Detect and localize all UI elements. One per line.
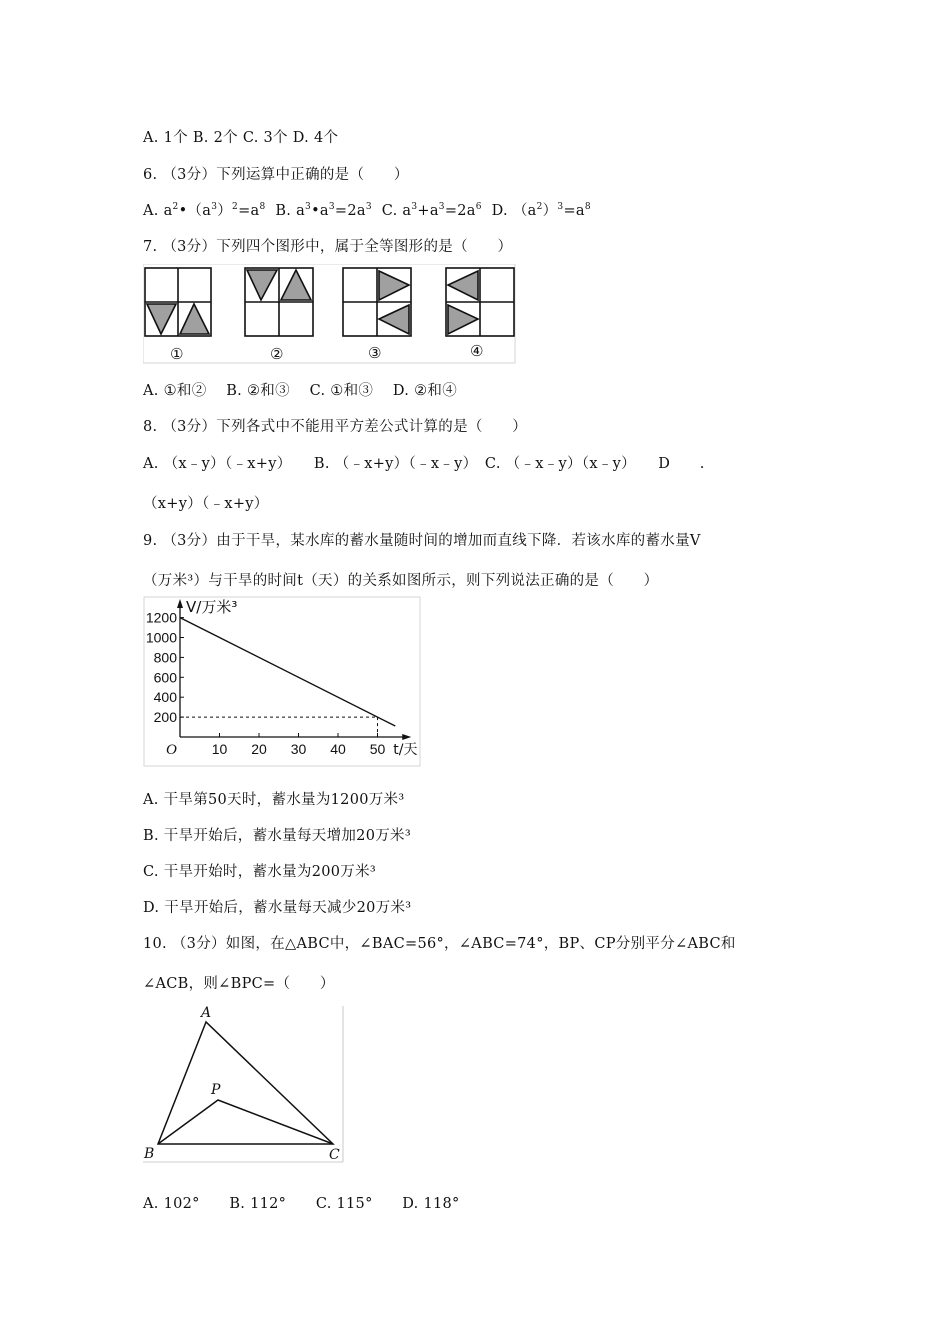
q9-line-chart xyxy=(143,596,423,768)
x-axis-arrow xyxy=(402,734,411,740)
y-tick-label-400: 400 xyxy=(153,689,177,706)
y-axis-arrow xyxy=(177,599,183,608)
q5-options: A. 1个 B. 2个 C. 3个 D. 4个 xyxy=(143,130,339,146)
figure-label-4: ④ xyxy=(470,342,484,360)
q7-stem: 7. （3分）下列四个图形中，属于全等图形的是（ ） xyxy=(143,239,513,255)
series-line xyxy=(180,618,395,726)
figure-label-1: ① xyxy=(170,345,184,363)
q9-option-a: A. 干旱第50天时，蓄水量为1200万米³ xyxy=(143,792,405,808)
y-tick-label-200: 200 xyxy=(153,709,177,726)
figure-1 xyxy=(145,268,211,336)
q7-options: A. ①和② B. ②和③ C. ①和③ D. ②和④ xyxy=(143,383,458,399)
figure-3 xyxy=(343,268,411,336)
x-tick-label-40: 40 xyxy=(330,741,346,757)
q10-options: A. 102° B. 112° C. 115° D. 118° xyxy=(143,1196,460,1212)
vertex-label-c: C xyxy=(329,1147,340,1163)
q10-triangle-figure xyxy=(143,1004,347,1166)
q7-figures xyxy=(143,264,517,364)
figure-2 xyxy=(245,268,313,336)
origin-label: O xyxy=(166,742,177,758)
y-tick-label-600: 600 xyxy=(153,669,177,686)
vertex-label-p: P xyxy=(211,1082,221,1098)
y-tick-label-1200: 1200 xyxy=(145,609,177,626)
q8-options-line2: （x+y）（﹣x+y） xyxy=(143,496,269,512)
q10-stem-line1: 10. （3分）如图，在△ABC中，∠BAC=56°，∠ABC=74°，BP、CP分别平分∠ABC和 xyxy=(143,936,736,952)
q9-option-d: D. 干旱开始后，蓄水量每天减少20万米³ xyxy=(143,900,412,916)
q9-stem-line1: 9. （3分）由于干旱，某水库的蓄水量随时间的增加而直线下降．若该水库的蓄水量V xyxy=(143,533,701,549)
y-tick-label-800: 800 xyxy=(153,649,177,666)
x-axis-label: t/天 xyxy=(393,742,418,758)
y-axis-label: V/万米³ xyxy=(186,598,238,616)
x-tick-label-10: 10 xyxy=(211,741,228,757)
q9-stem-line2: （万米³）与干旱的时间t（天）的关系如图所示，则下列说法正确的是（ ） xyxy=(143,573,659,589)
figure-label-2: ② xyxy=(270,345,284,363)
vertex-label-a: A xyxy=(201,1005,212,1021)
x-tick-label-50: 50 xyxy=(369,741,386,757)
q9-option-c: C. 干旱开始时，蓄水量为200万米³ xyxy=(143,864,376,880)
vertex-label-b: B xyxy=(144,1146,155,1162)
q6-stem: 6. （3分）下列运算中正确的是（ ） xyxy=(143,167,409,183)
figure-label-3: ③ xyxy=(368,344,382,362)
x-tick-label-20: 20 xyxy=(251,741,267,757)
q9-option-b: B. 干旱开始后，蓄水量每天增加20万米³ xyxy=(143,828,411,844)
figure-4 xyxy=(446,268,514,336)
q6-options: A. $a^2•(a^3)^2=a^8$ B. $a^3•a^3=2a^3$ C. $a^3+a^3=2a^6$ D. $(a^2)^3=a^8$ xyxy=(143,202,591,219)
y-tick-label-1000: 1000 xyxy=(145,629,177,646)
q10-stem-line2: ∠ACB，则∠BPC=（ ） xyxy=(143,976,335,992)
bisector-lines xyxy=(158,1100,333,1144)
q8-stem: 8. （3分）下列各式中不能用平方差公式计算的是（ ） xyxy=(143,419,528,435)
x-tick-label-30: 30 xyxy=(290,741,307,757)
q8-options-line1: A. （x﹣y）（﹣x+y） B. （﹣x+y）（﹣x﹣y） C. （﹣x﹣y）（x﹣y） D . xyxy=(143,456,705,472)
triangle-abc xyxy=(158,1022,333,1144)
